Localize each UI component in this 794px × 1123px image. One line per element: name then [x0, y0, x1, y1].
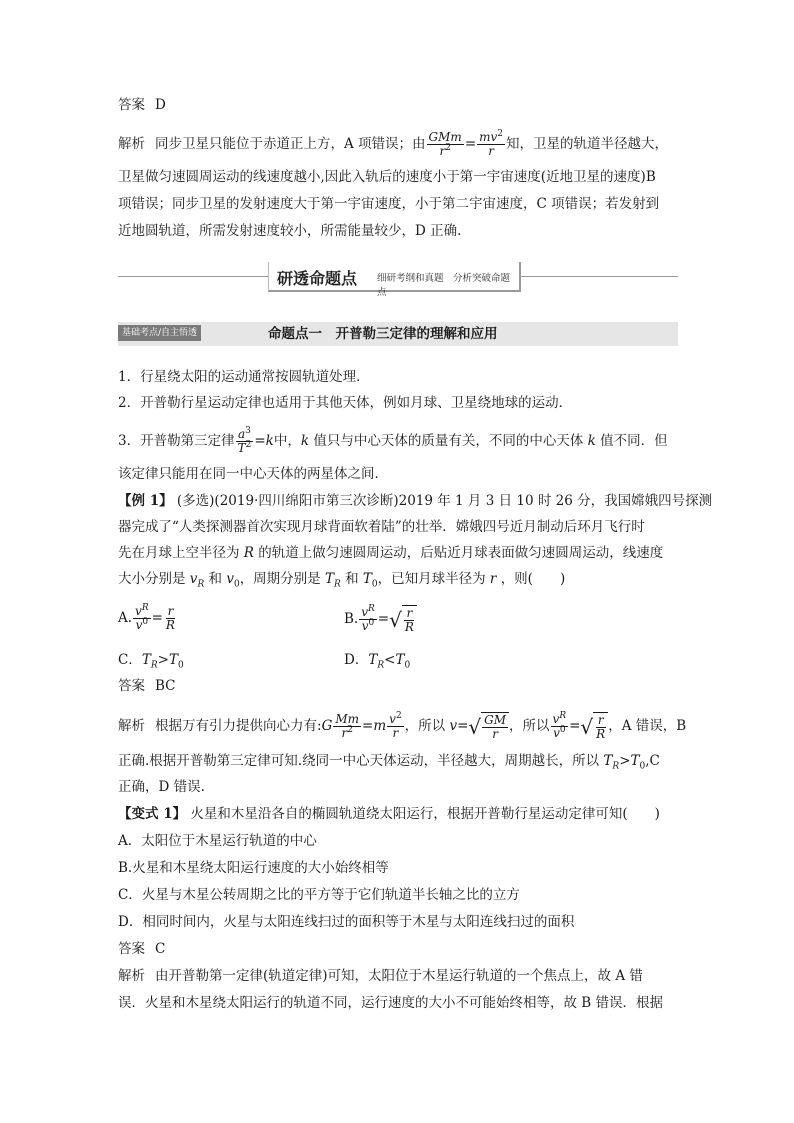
- section-box: [268, 262, 521, 298]
- analysis-1-line-2: 卫星做匀速圆周运动的线速度越小,因此入轨后的速度小于第一宇宙速度(近地卫星的速度)B: [118, 169, 656, 185]
- example-1-line-2: 器完成了“人类探测器首次实现月球背面软着陆”的壮举．嫦娥四号近月制动后环月飞行时: [118, 519, 645, 535]
- example-1-line-3: 先在月球上空半径为 R 的轨道上做匀速圆周运动，后贴近月球表面做匀速圆周运动，线速度: [118, 545, 664, 561]
- option-a: A. $\frac{v^R}{v^0}$ = $\frac{r}{R}$: [118, 603, 175, 632]
- section-banner: [118, 262, 678, 298]
- topic-tag: 基础考点/自主悟透: [118, 325, 201, 341]
- point-3-line-1: 3．开普勒第三定律 $\frac{a^3}{T^2}$ =k中，k 值只与中心天体的质量有关，不同的中心天体 k 值不同．但: [118, 426, 668, 455]
- option-c: C．$T_R>T_0$: [118, 652, 184, 671]
- analysis-1-line-1: 解析 同步卫星只能位于赤道正上方，A 项错误；由 $\frac{\text{GMm}}{r^2}$ = $\frac{mv^2}{r}$ 知，卫星的轨道半径越大，: [118, 129, 669, 158]
- analysis-2-line-3: 正确，D 错误.: [118, 779, 205, 795]
- answer-label: 答案: [118, 97, 145, 113]
- divider-left: [118, 276, 268, 277]
- formula-mv2-r: $\frac{mv^2}{r}$: [479, 129, 504, 158]
- analysis-1-line-3: 项错误；同步卫星的发射速度大于第一宇宙速度，小于第二宇宙速度，C 项错误；若发射到: [118, 196, 660, 212]
- answer-2: 答案 BC: [118, 678, 176, 694]
- variant-option-d: D．相同时间内，火星与太阳连线扫过的面积等于木星与太阳连线扫过的面积: [118, 914, 575, 930]
- example-1-line-4: 大小分别是 $v_R$ 和 $v_0$，周期分别是 $T_R$ 和 $T_0$，已知月球半径为 r ，则( ): [118, 571, 566, 590]
- formula-a3-t2: $\frac{a^3}{T^2}$: [237, 426, 252, 455]
- variant-option-b: B.火星和木星绕太阳运行速度的大小始终相等: [118, 860, 389, 876]
- analysis-1-line-4: 近地圆轨道，所需发射速度较小，所需能量较少，D 正确.: [118, 223, 462, 239]
- topic-heading: [118, 322, 678, 346]
- formula-gmm-r2: $\frac{\text{GMm}}{r^2}$: [428, 130, 462, 158]
- point-2: 2．开普勒行星运动定律也适用于其他天体，例如月球、卫星绕地球的运动．: [118, 395, 573, 411]
- example-tag: 【例 1】: [118, 493, 173, 509]
- example-1-line-1: 【例 1】 (多选)(2019·四川绵阳市第三次诊断)2019 年 1 月 3 日 10 时 26 分，我国嫦娥四号探测: [118, 493, 713, 509]
- point-3-line-2: 该定律只能用在同一中心天体的两星体之间．: [118, 466, 388, 482]
- analysis-3-line-1: 解析 由开普勒第一定律(轨道定律)可知，太阳位于木星运行轨道的一个焦点上，故 A 错: [118, 968, 643, 984]
- answer-value: D: [155, 97, 166, 113]
- analysis-3-line-2: 误．火星和木星绕太阳运行的轨道不同，运行速度的大小不可能始终相等，故 B 错误．根据: [118, 995, 664, 1011]
- analysis-label: 解析: [118, 136, 145, 152]
- option-b: B. $\frac{v^R}{v^0}$ = √ $\frac{r}{R}$: [344, 605, 417, 634]
- section-title: 研透命题点: [277, 269, 358, 288]
- point-1: 1．行星绕太阳的运动通常按圆轨道处理．: [118, 369, 370, 385]
- analysis-2-line-1: 解析 根据万有引力提供向心力有:G $\frac{Mm}{r^2}$ =m $\frac{v^2}{r}$ ，所以 v= √ $\frac{GM}{r}$ ，所以 $\frac{v^R}{v^0}$ = √ $\frac{r}{R}$ ，A 错误，B: [118, 711, 687, 741]
- topic-title: 命题点一 开普勒三定律的理解和应用: [268, 326, 498, 342]
- divider-right: [520, 276, 678, 277]
- variant-tag: 【变式 1】: [118, 806, 187, 822]
- answer-3: 答案 C: [118, 941, 166, 957]
- option-d: D．$T_R<T_0$: [344, 652, 411, 671]
- variant-option-a: A．太阳位于木星运行轨道的中心: [118, 833, 317, 849]
- section-subtitle: 细研考纲和真题 分析突破命题点: [377, 273, 511, 298]
- variant-1-question: 【变式 1】 火星和木星沿各自的椭圆轨道绕太阳运行，根据开普勒行星运动定律可知( ): [118, 806, 660, 822]
- analysis-2-line-2: 正确.根据开普勒第三定律可知.绕同一中心天体运动，半径越大，周期越长，所以 $T_R>T_0,C$: [118, 753, 660, 772]
- variant-option-c: C．火星与木星公转周期之比的平方等于它们轨道半长轴之比的立方: [118, 887, 520, 903]
- answer-1: [118, 94, 678, 116]
